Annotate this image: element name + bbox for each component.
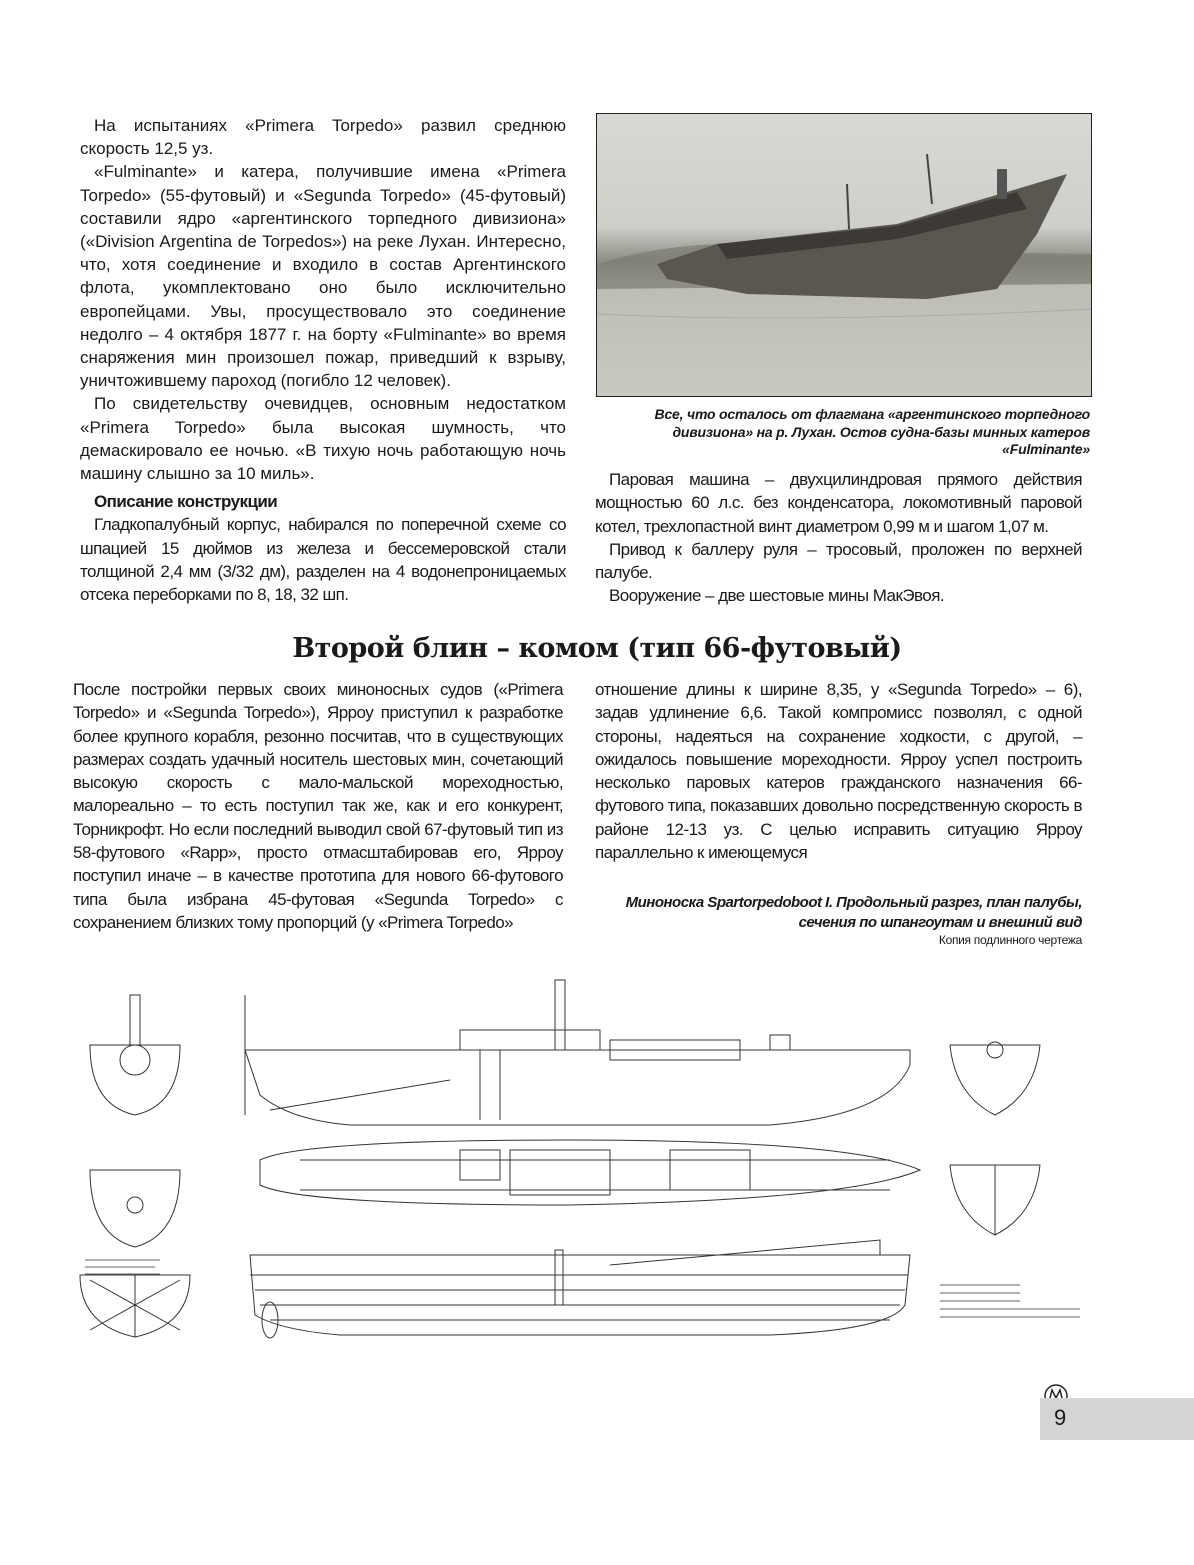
left-column-top bbox=[80, 114, 566, 485]
drawing-subcaption: Копия подлинного чертежа bbox=[938, 933, 1082, 947]
paragraph: После постройки первых своих миноносных судов («Primera Torpedo» и «Segunda Torpedo»), Ярроу приступил к разработке более крупного корабля, резонно посчитав, что в существующих размерах создать удачный носитель шестовых мин, сочетающий высокую скорость с мало-мальской мореходностью, малореально – то есть поступил так же, как и его конкурент, Торникрофт. Но если последний выводил свой 67-футовый тип из 58-футового «Rapp», просто отмасштабировав его, Ярроу поступил иначе – в качестве прототипа для нового 66-футового типа была избрана 45-футовая «Segunda Torpedo» с сохранением близких тому пропорций (у «Primera Torpedo» bbox=[73, 680, 563, 932]
paragraph: На испытаниях «Primera Torpedo» развил среднюю скорость 12,5 уз. bbox=[80, 116, 566, 159]
paragraph: Паровая машина – двухцилиндровая прямого действия мощностью 60 л.с. без конденсатора, локомотивный паровой котел, трехлопастной винт диаметром 0,99 м и шагом 1,07 м. bbox=[595, 470, 1082, 536]
drawing-caption: Миноноска Spartorpedoboot I. Продольный разрез, план палубы, сечения по шпангоутам и внешний вид bbox=[625, 894, 1082, 931]
paragraph: Гладкопалубный корпус, набирался по поперечной схеме со шпацией 15 дюймов из железа и бессемеровской стали толщиной 2,4 мм (3/32 дм), разделен на 4 водонепроницаемых отсека переборками по 8, 18, 32 шп. bbox=[80, 515, 566, 605]
photo-caption: Все, что осталось от флагмана «аргентинского торпедного дивизиона» на р. Лухан. Остов судна-базы минных катеров «Fulminante» bbox=[654, 406, 1090, 457]
section-title: Второй блин – комом (тип 66-футовый) bbox=[292, 633, 902, 664]
paragraph: отношение длины к ширине 8,35, у «Segunda Torpedo» – 6), задав удлинение 6,6. Такой компромисс позволял, с одной стороны, надеяться на сохранение ходкости, с другой, – ожидалось повышение мореходности. Ярроу успел построить несколько паровых катеров гражданского назначения 66-футового типа, показавших довольно посредственную скорость в районе 12-13 уз. С целью исправить ситуацию Ярроу параллельно к имеющемуся bbox=[595, 680, 1082, 863]
paragraph: По свидетельству очевидцев, основным недостатком «Primera Torpedo» была высокая шумность, что демаскировало ее ночью. «В тихую ночь работающую ночь машину слышно за 10 миль». bbox=[80, 394, 566, 484]
paragraph: Вооружение – две шестовые мины МакЭвоя. bbox=[609, 586, 945, 606]
section-heading: Описание конструкции bbox=[94, 492, 278, 511]
construction-section bbox=[80, 490, 566, 606]
right-column-top bbox=[595, 468, 1082, 608]
paragraph: Привод к баллеру руля – тросовый, проложен по верхней палубе. bbox=[595, 539, 1082, 583]
torpedo-boat-blueprint bbox=[70, 975, 1100, 1350]
right-column-bottom bbox=[595, 678, 1082, 864]
page-number-box bbox=[1040, 1398, 1194, 1440]
page-number: 9 bbox=[1054, 1405, 1067, 1430]
paragraph: «Fulminante» и катера, получившие имена «Primera Torpedo» (55-футовый) и «Segunda Torpedo» (45-футовый) составили ядро «аргентинского торпедного дивизиона» («Division Argentina de Torpedos») на реке Лухан. Интересно, что, хотя соединение и входило в состав Аргентинского флота, укомплектовано оно было исключительно европейцами. Увы, просуществовало это соединение недолго – 4 октября 1877 г. на борту «Fulminante» во время снаряжения мин произошел пожар, приведший к взрыву, уничтожившему пароход (погибло 12 человек). bbox=[80, 162, 566, 391]
ship-wreck-photo bbox=[596, 113, 1092, 397]
left-column-bottom bbox=[73, 678, 563, 934]
